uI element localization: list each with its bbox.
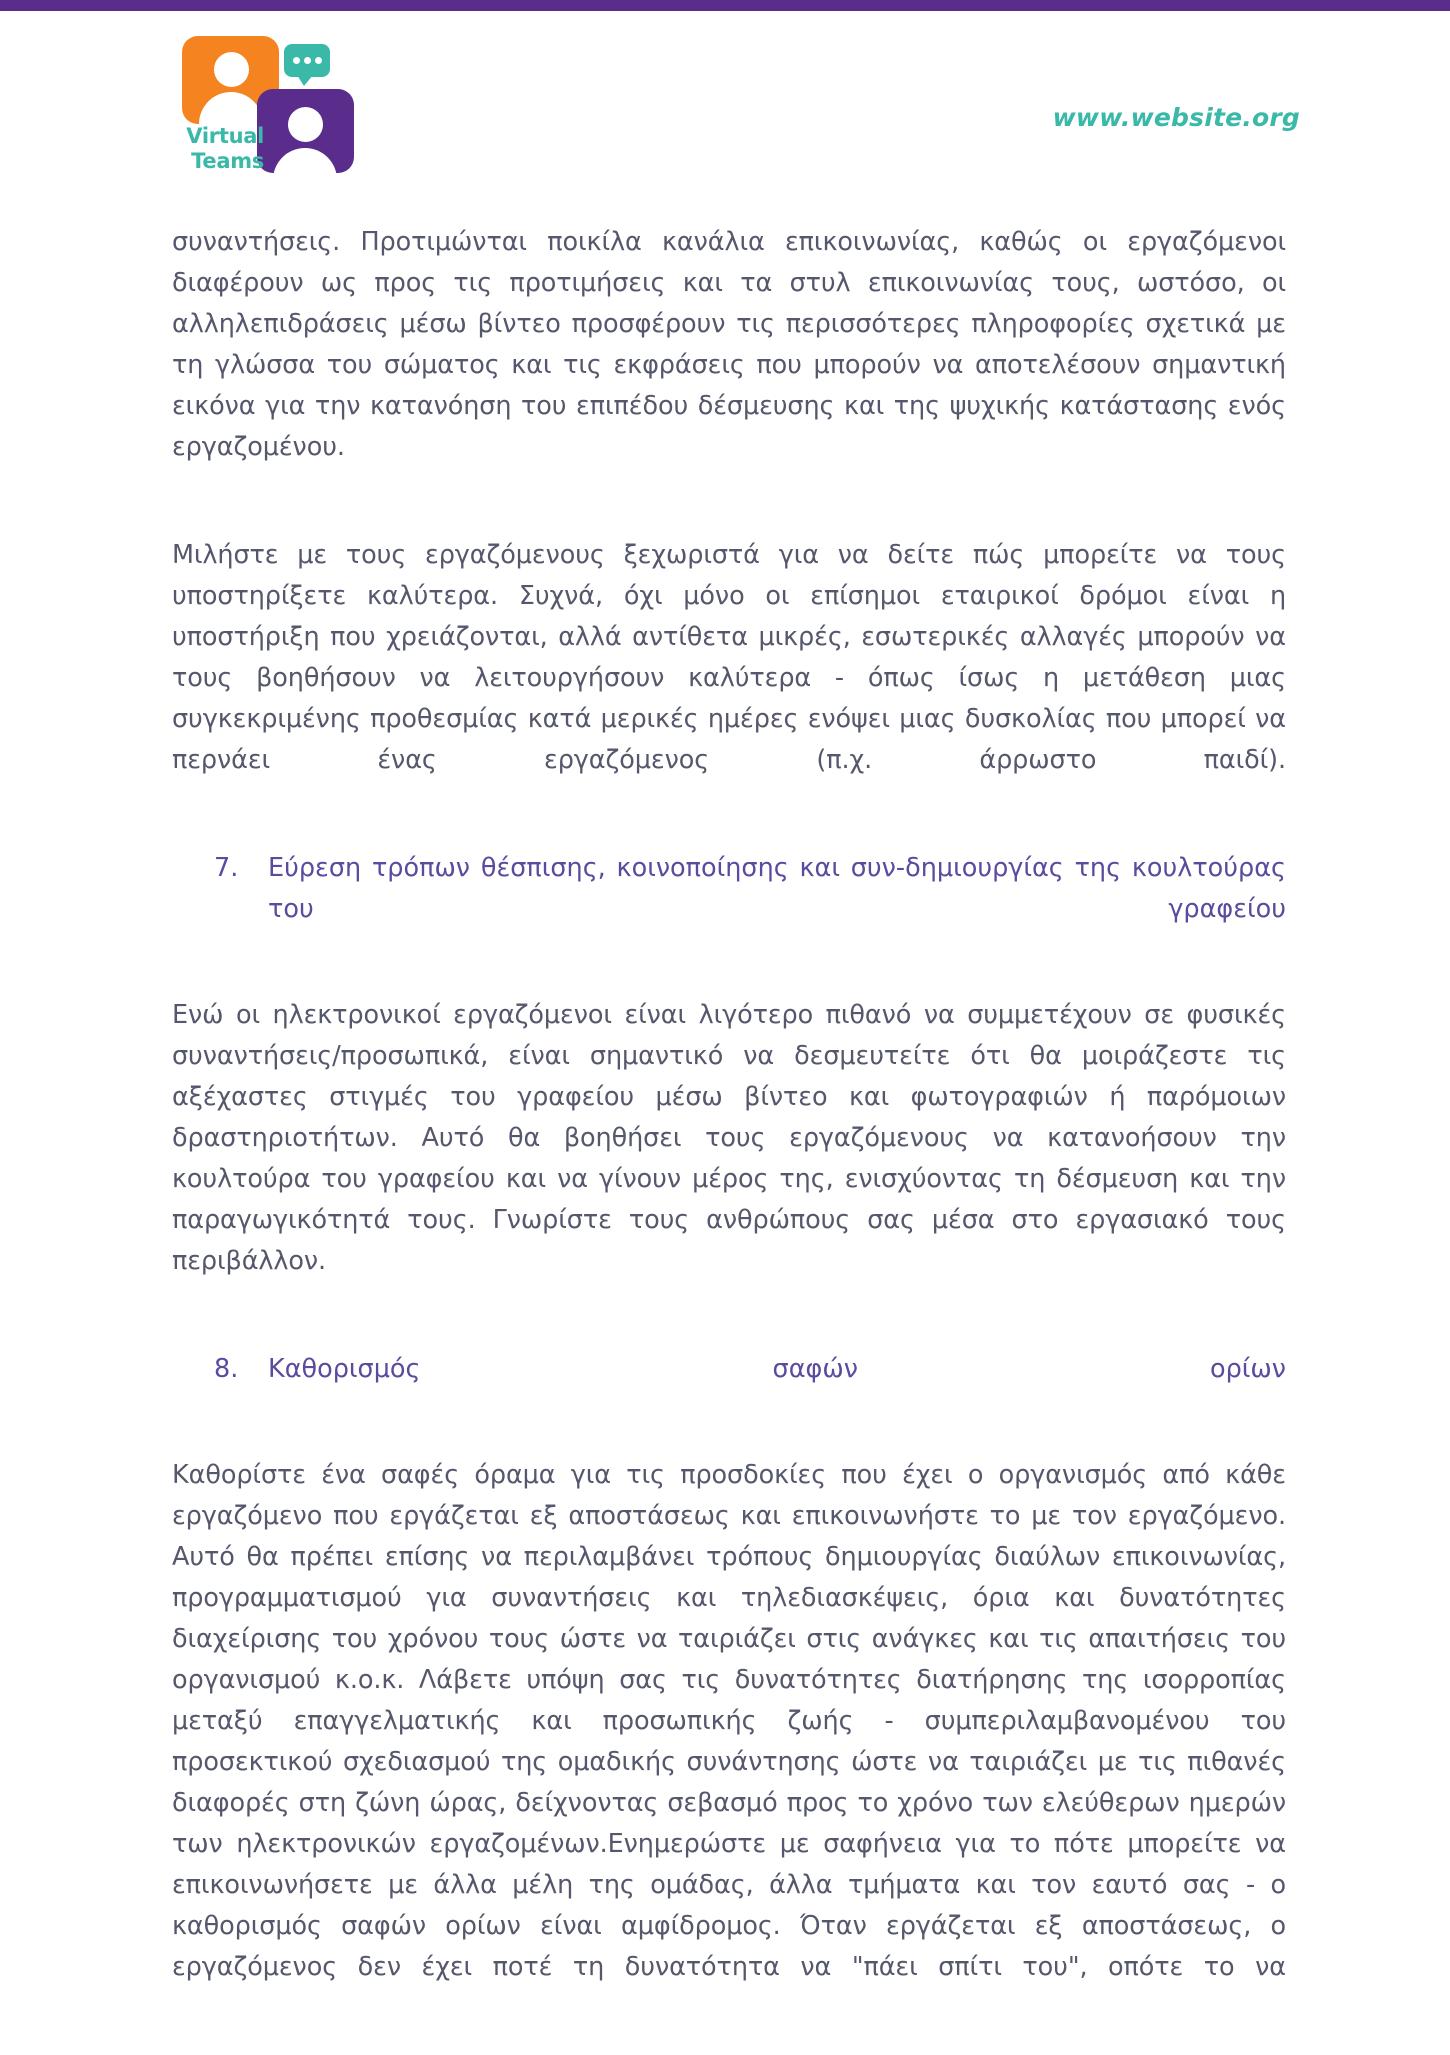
chat-bubble-icon [284,44,330,77]
top-accent-bar [0,0,1450,11]
numbered-heading-7-list [172,848,1286,971]
person-head-shape [288,107,323,142]
chat-dot-3 [315,57,322,64]
chat-dot-1 [293,57,300,64]
person-body-shape [199,92,263,124]
person-body-shape [273,148,337,173]
heading-item-7 [214,848,1286,971]
numbered-heading-8-list [172,1349,1286,1431]
logo-wordmark [172,124,264,174]
logo-wordmark-line2: Teams [191,149,264,173]
heading-text-7: Εύρεση τρόπων θέσπισης, κοινοποίησης και συν-δημιουργίας της κουλτούρας του γραφείου [268,853,1286,924]
paragraph-1: συναντήσεις. Προτιμώνται ποικίλα κανάλια επικοινωνίας, καθώς οι εργαζόμενοι διαφέρουν ως προς τις προτιμήσεις και τα στυλ επικοινωνίας τους, ωστόσο, οι αλληλεπιδράσεις μέσω βίντεο προσφέρουν τις περισσότερες πληροφορίες σχετικά με τη γλώσσα του σώματος και τις εκφράσεις που μπορούν να αποτελέσουν σημαντική εικόνα για την κατανόηση του επιπέδου δέσμευσης και της ψυχικής κατάστασης ενός εργαζομένου. [172,227,1286,462]
person-icon-purple-tile [257,89,354,173]
chat-dot-2 [304,57,311,64]
paragraph-2: Μιλήστε με τους εργαζόμενους ξεχωριστά για να δείτε πώς μπορείτε να τους υποστηρίξετε καλύτερα. Συχνά, όχι μόνο οι επίσημοι εταιρικοί δρόμοι είναι η υποστήριξη που χρειάζονται, αλλά αντίθετα μικρές, εσωτερικές αλλαγές μπορούν να τους βοηθήσουν να λειτουργήσουν καλύτερα - όπως ίσως η μετάθεση μιας συγκεκριμένης προθεσμίας κατά μερικές ημέρες ενόψει μιας δυσκολίας που μπορεί να περνάει ένας εργαζόμενος (π.χ. άρρωστο παιδί). [172,540,1286,775]
heading-number-7: 7. [214,853,239,883]
heading-item-8 [214,1349,1286,1431]
website-url[interactable]: www.website.org [1052,103,1300,132]
document-body [172,222,1286,2055]
logo-wordmark-line1: Virtual [186,124,264,148]
heading-text-8: Καθορισμός σαφών ορίων [268,1354,1286,1384]
paragraph-4: Καθορίστε ένα σαφές όραμα για τις προσδοκίες που έχει ο οργανισμός από κάθε εργαζόμενο που εργάζεται εξ αποστάσεως και επικοινωνήστε το με τον εργαζόμενο. Αυτό θα πρέπει επίσης να περιλαμβάνει τρόπους δημιουργίας διαύλων επικοινωνίας, προγραμματισμού για συναντήσεις και τηλεδιασκέψεις, όρια και δυνατότητες διαχείρισης του χρόνου τους ώστε να ταιριάζει στις ανάγκες και τις απαιτήσεις του οργανισμού κ.ο.κ. Λάβετε υπόψη σας τις δυνατότητες διατήρησης της ισορροπίας μεταξύ επαγγελματικής και προσωπικής ζωής - συμπεριλαμβανομένου του προσεκτικού σχεδιασμού της ομαδικής συνάντησης ώστε να ταιριάζει με τις πιθανές διαφορές στη ζώνη ώρας, δείχνοντας σεβασμό προς το χρόνο των ελεύθερων ημερών των ηλεκτρονικών εργαζομένων.Ενημερώστε με σαφήνεια για το πότε μπορείτε να επικοινωνήσετε με άλλα μέλη της ομάδας, άλλα τμήματα και τον εαυτό σας - ο καθορισμός σαφών ορίων είναι αμφίδρομος. Όταν εργάζεται εξ αποστάσεως, ο εργαζόμενος δεν έχει ποτέ τη δυνατότητα να "πάει σπίτι του", οπότε το να [172,1460,1286,1982]
page-header [0,11,1450,201]
paragraph-3: Ενώ οι ηλεκτρονικοί εργαζόμενοι είναι λιγότερο πιθανό να συμμετέχουν σε φυσικές συναντήσεις/προσωπικά, είναι σημαντικό να δεσμευτείτε ότι θα μοιράζεστε τις αξέχαστες στιγμές του γραφείου μέσω βίντεο και φωτογραφιών ή παρόμοιων δραστηριοτήτων. Αυτό θα βοηθήσει τους εργαζόμενους να κατανοήσουν την κουλτούρα του γραφείου και να γίνουν μέρος της, ενισχύοντας τη δέσμευση και την παραγωγικότητά τους. Γνωρίστε τους ανθρώπους σας μέσα στο εργασιακό τους περιβάλλον. [172,1000,1286,1276]
virtual-teams-logo [172,36,372,171]
chat-bubble-tail [297,75,313,86]
heading-number-8: 8. [214,1354,239,1384]
person-head-shape [214,52,249,87]
